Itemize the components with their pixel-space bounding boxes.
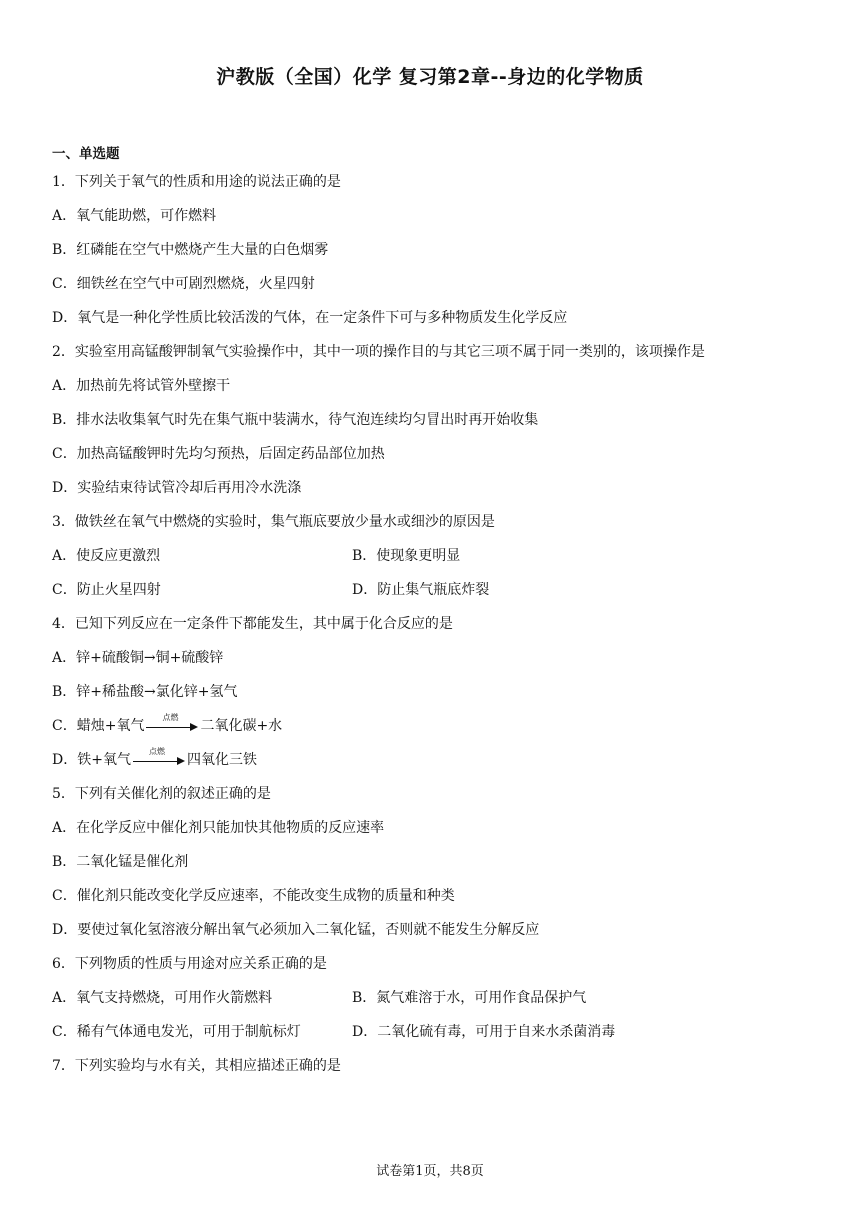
option-row [52, 539, 822, 573]
question-stem: 3．做铁丝在氧气中燃烧的实验时，集气瓶底要放少量水或细沙的原因是 [52, 514, 495, 530]
option-b: B．排水法收集氧气时先在集气瓶中装满水，待气泡连续均匀冒出时再开始收集 [52, 412, 539, 428]
option-c: C．细铁丝在空气中可剧烈燃烧，火星四射 [52, 276, 315, 292]
question-stem: 7．下列实验均与水有关，其相应描述正确的是 [52, 1058, 341, 1074]
option-a: A．在化学反应中催化剂只能加快其他物质的反应速率 [52, 820, 385, 836]
reactants: D．铁+氧气 [52, 752, 131, 768]
option-b: B．使现象更明显 [352, 548, 461, 564]
option-d: D．要使过氧化氢溶液分解出氧气必须加入二氧化锰，否则就不能发生分解反应 [52, 922, 540, 938]
option-d: D．实验结束待试管冷却后再用冷水洗涤 [52, 480, 302, 496]
option-row [52, 573, 822, 607]
option-row [52, 981, 822, 1015]
option-c: C．加热高锰酸钾时先均匀预热，后固定药品部位加热 [52, 446, 385, 462]
products: 二氧化碳+水 [200, 718, 283, 734]
reaction-arrow [133, 747, 185, 767]
option-b: B．氮气难溶于水，可用作食品保护气 [352, 990, 587, 1006]
reactants: C．蜡烛+氧气 [52, 718, 145, 734]
reaction-condition: 点燃 [162, 713, 179, 722]
option-c: C．稀有气体通电发光，可用于制航标灯 [52, 1024, 301, 1040]
option-d: D．防止集气瓶底炸裂 [352, 582, 490, 598]
option-d: D．二氧化硫有毒，可用于自来水杀菌消毒 [352, 1024, 616, 1040]
page-footer: 试卷第1页，共8页 [376, 1164, 484, 1179]
page-title: 沪教版（全国）化学 复习第2章--身边的化学物质 [216, 66, 644, 88]
section-heading: 一、单选题 [52, 146, 120, 162]
option-a: A．加热前先将试管外壁擦干 [52, 378, 231, 394]
option-a: A．使反应更激烈 [52, 548, 161, 564]
option-row [52, 1015, 822, 1049]
option-d [52, 743, 822, 777]
option-d: D．氧气是一种化学性质比较活泼的气体，在一定条件下可与多种物质发生化学反应 [52, 310, 568, 326]
option-c [52, 709, 822, 743]
question-stem: 5．下列有关催化剂的叙述正确的是 [52, 786, 271, 802]
option-a: A．锌+硫酸铜→铜+硫酸锌 [52, 650, 224, 666]
option-b: B．红磷能在空气中燃烧产生大量的白色烟雾 [52, 242, 329, 258]
question-stem: 6．下列物质的性质与用途对应关系正确的是 [52, 956, 327, 972]
option-b: B．锌+稀盐酸→氯化锌+氢气 [52, 684, 238, 700]
option-c: C．防止火星四射 [52, 582, 161, 598]
question-list [52, 143, 822, 1083]
option-c: C．催化剂只能改变化学反应速率，不能改变生成物的质量和种类 [52, 888, 455, 904]
reaction-condition: 点燃 [148, 747, 165, 756]
question-stem: 1．下列关于氧气的性质和用途的说法正确的是 [52, 174, 341, 190]
arrow-head-icon [190, 723, 198, 731]
option-b: B．二氧化锰是催化剂 [52, 854, 189, 870]
option-a: A．氧气支持燃烧，可用作火箭燃料 [52, 990, 273, 1006]
question-stem: 4．已知下列反应在一定条件下都能发生，其中属于化合反应的是 [52, 616, 453, 632]
question-stem: 2．实验室用高锰酸钾制氧气实验操作中，其中一项的操作目的与其它三项不属于同一类别的，该项操作是 [52, 344, 705, 360]
products: 四氧化三铁 [186, 752, 257, 768]
option-a: A．氧气能助燃，可作燃料 [52, 208, 217, 224]
reaction-arrow [146, 713, 198, 733]
arrow-head-icon [177, 757, 185, 765]
